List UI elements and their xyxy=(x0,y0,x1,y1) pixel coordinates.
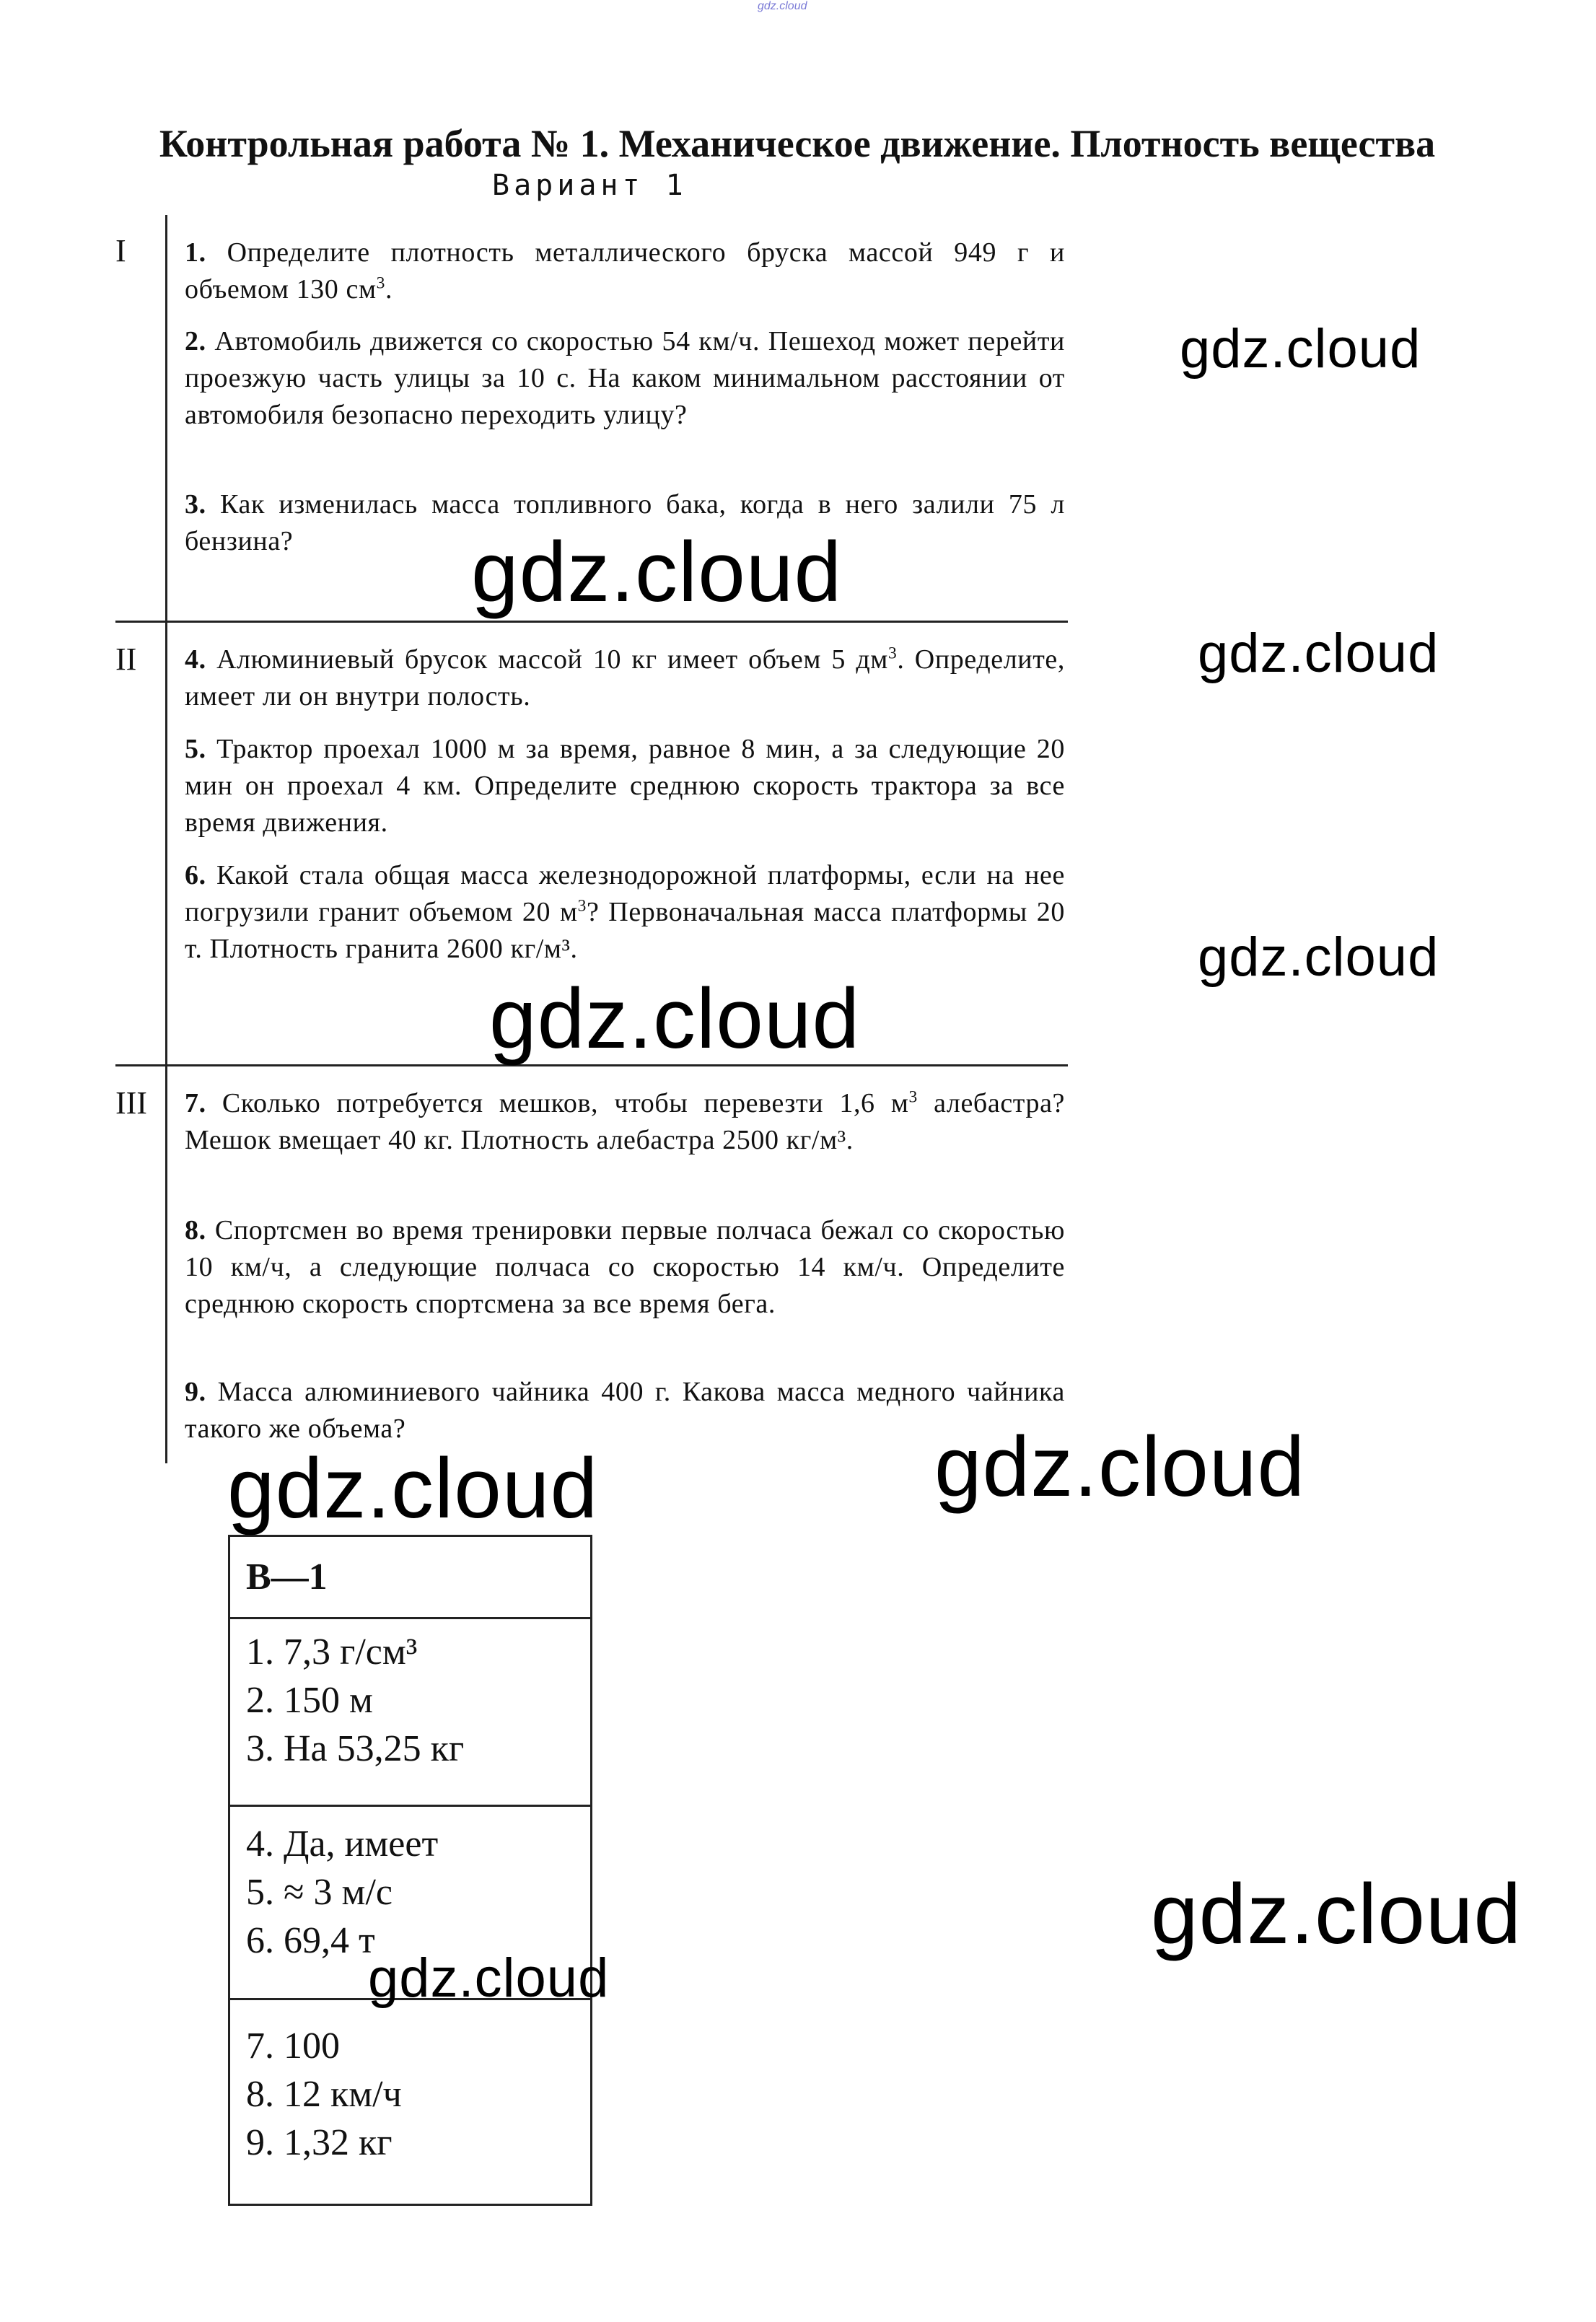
level-divider-vertical xyxy=(165,215,167,1463)
answer-line: 5. ≈ 3 м/с xyxy=(246,1872,393,1913)
task-text-after: алебастра? Мешок вмещает 40 кг. Плотность алебастра 2500 кг/м³. xyxy=(185,1088,1066,1155)
answers-group-1 xyxy=(230,1628,590,1807)
task-number: 4. xyxy=(185,644,206,675)
task-text: Определите плотность металлического бруска массой 949 г и объемом 130 см xyxy=(185,237,1065,305)
answers-table xyxy=(228,1535,592,2206)
watermark: gdz.cloud xyxy=(1180,318,1421,380)
answer-line: 2. 150 м xyxy=(246,1680,373,1721)
task-text: Трактор проехал 1000 м за время, равное 8 мин, а за следующие 20 мин он проехал 4 км. Определите среднюю скорость трактора за все время движения. xyxy=(185,734,1065,838)
task-sup: 3 xyxy=(908,1087,918,1107)
watermark: gdz.cloud xyxy=(471,525,843,620)
answer-line: 3. На 53,25 кг xyxy=(246,1728,465,1769)
task-number: 2. xyxy=(185,326,206,356)
answers-group-3 xyxy=(230,2022,590,2167)
site-mark-top: gdz.cloud xyxy=(758,0,807,12)
answer-line: 1. 7,3 г/см³ xyxy=(246,1631,418,1673)
task-4 xyxy=(185,641,1065,715)
watermark: gdz.cloud xyxy=(227,1441,599,1536)
task-number: 1. xyxy=(185,237,206,268)
watermark: gdz.cloud xyxy=(934,1419,1306,1515)
task-text-after: ? Первоначальная масса платформы 20 т. Плотность гранита 2600 кг/м³. xyxy=(185,897,1065,964)
variant-label: Вариант 1 xyxy=(492,169,688,202)
task-number: 8. xyxy=(185,1215,206,1245)
watermark: gdz.cloud xyxy=(1198,926,1439,988)
task-number: 6. xyxy=(185,860,206,890)
task-8 xyxy=(185,1212,1065,1323)
page-title: Контрольная работа № 1. Механическое движение. Плотность вещества xyxy=(159,122,1436,165)
task-sup: 3 xyxy=(887,644,898,663)
task-text-after: . xyxy=(385,274,393,305)
task-text: Спортсмен во время тренировки первые полчаса бежал со скоростью 10 км/ч, а следующие полчаса со скоростью 14 км/ч. Определите среднюю скорость спортсмена за все время бега. xyxy=(185,1215,1065,1319)
task-text: Алюминиевый брусок массой 10 кг имеет объем 5 дм xyxy=(216,644,888,675)
task-text: Какой стала общая масса железнодорожной платформы, если на нее погрузили гранит объемом 20 м xyxy=(185,860,1065,927)
task-number: 9. xyxy=(185,1377,206,1407)
watermark: gdz.cloud xyxy=(1198,623,1439,684)
answer-line: 8. 12 км/ч xyxy=(246,2074,402,2115)
task-sup: 3 xyxy=(577,896,587,916)
task-number: 7. xyxy=(185,1088,206,1118)
answer-line: 7. 100 xyxy=(246,2025,340,2067)
task-text: Сколько потребуется мешков, чтобы перевезти 1,6 м xyxy=(222,1088,909,1118)
task-number: 5. xyxy=(185,734,206,764)
watermark: gdz.cloud xyxy=(368,1948,610,2009)
answer-line: 4. Да, имеет xyxy=(246,1823,439,1865)
watermark: gdz.cloud xyxy=(1151,1867,1522,1962)
level-label: I xyxy=(115,233,126,268)
task-text-after: . Определите, имеет ли он внутри полость. xyxy=(185,644,1065,711)
level-label: II xyxy=(115,641,137,677)
answer-line: 9. 1,32 кг xyxy=(246,2122,393,2163)
watermark: gdz.cloud xyxy=(489,971,861,1066)
task-text: Автомобиль движется со скоростью 54 км/ч. Пешеход может перейти проезжую часть улицы за 10 с. На каком минимальном расстоянии от автомобиля безопасно переходить улицу? xyxy=(185,326,1065,430)
task-1 xyxy=(185,235,1065,308)
task-text: Масса алюминиевого чайника 400 г. Какова масса медного чайника такого же объема? xyxy=(185,1377,1065,1444)
answers-header: В—1 xyxy=(230,1537,590,1619)
task-5 xyxy=(185,731,1065,841)
task-sup: 3 xyxy=(376,273,385,293)
task-9 xyxy=(185,1374,1065,1447)
task-text: Как изменилась масса топливного бака, когда в него залили 75 л бензина? xyxy=(185,489,1065,556)
task-6 xyxy=(185,857,1065,968)
task-2 xyxy=(185,323,1065,434)
level-label: III xyxy=(115,1085,147,1121)
task-number: 3. xyxy=(185,489,206,520)
task-7 xyxy=(185,1085,1065,1159)
answer-line: 6. 69,4 т xyxy=(246,1920,375,1961)
